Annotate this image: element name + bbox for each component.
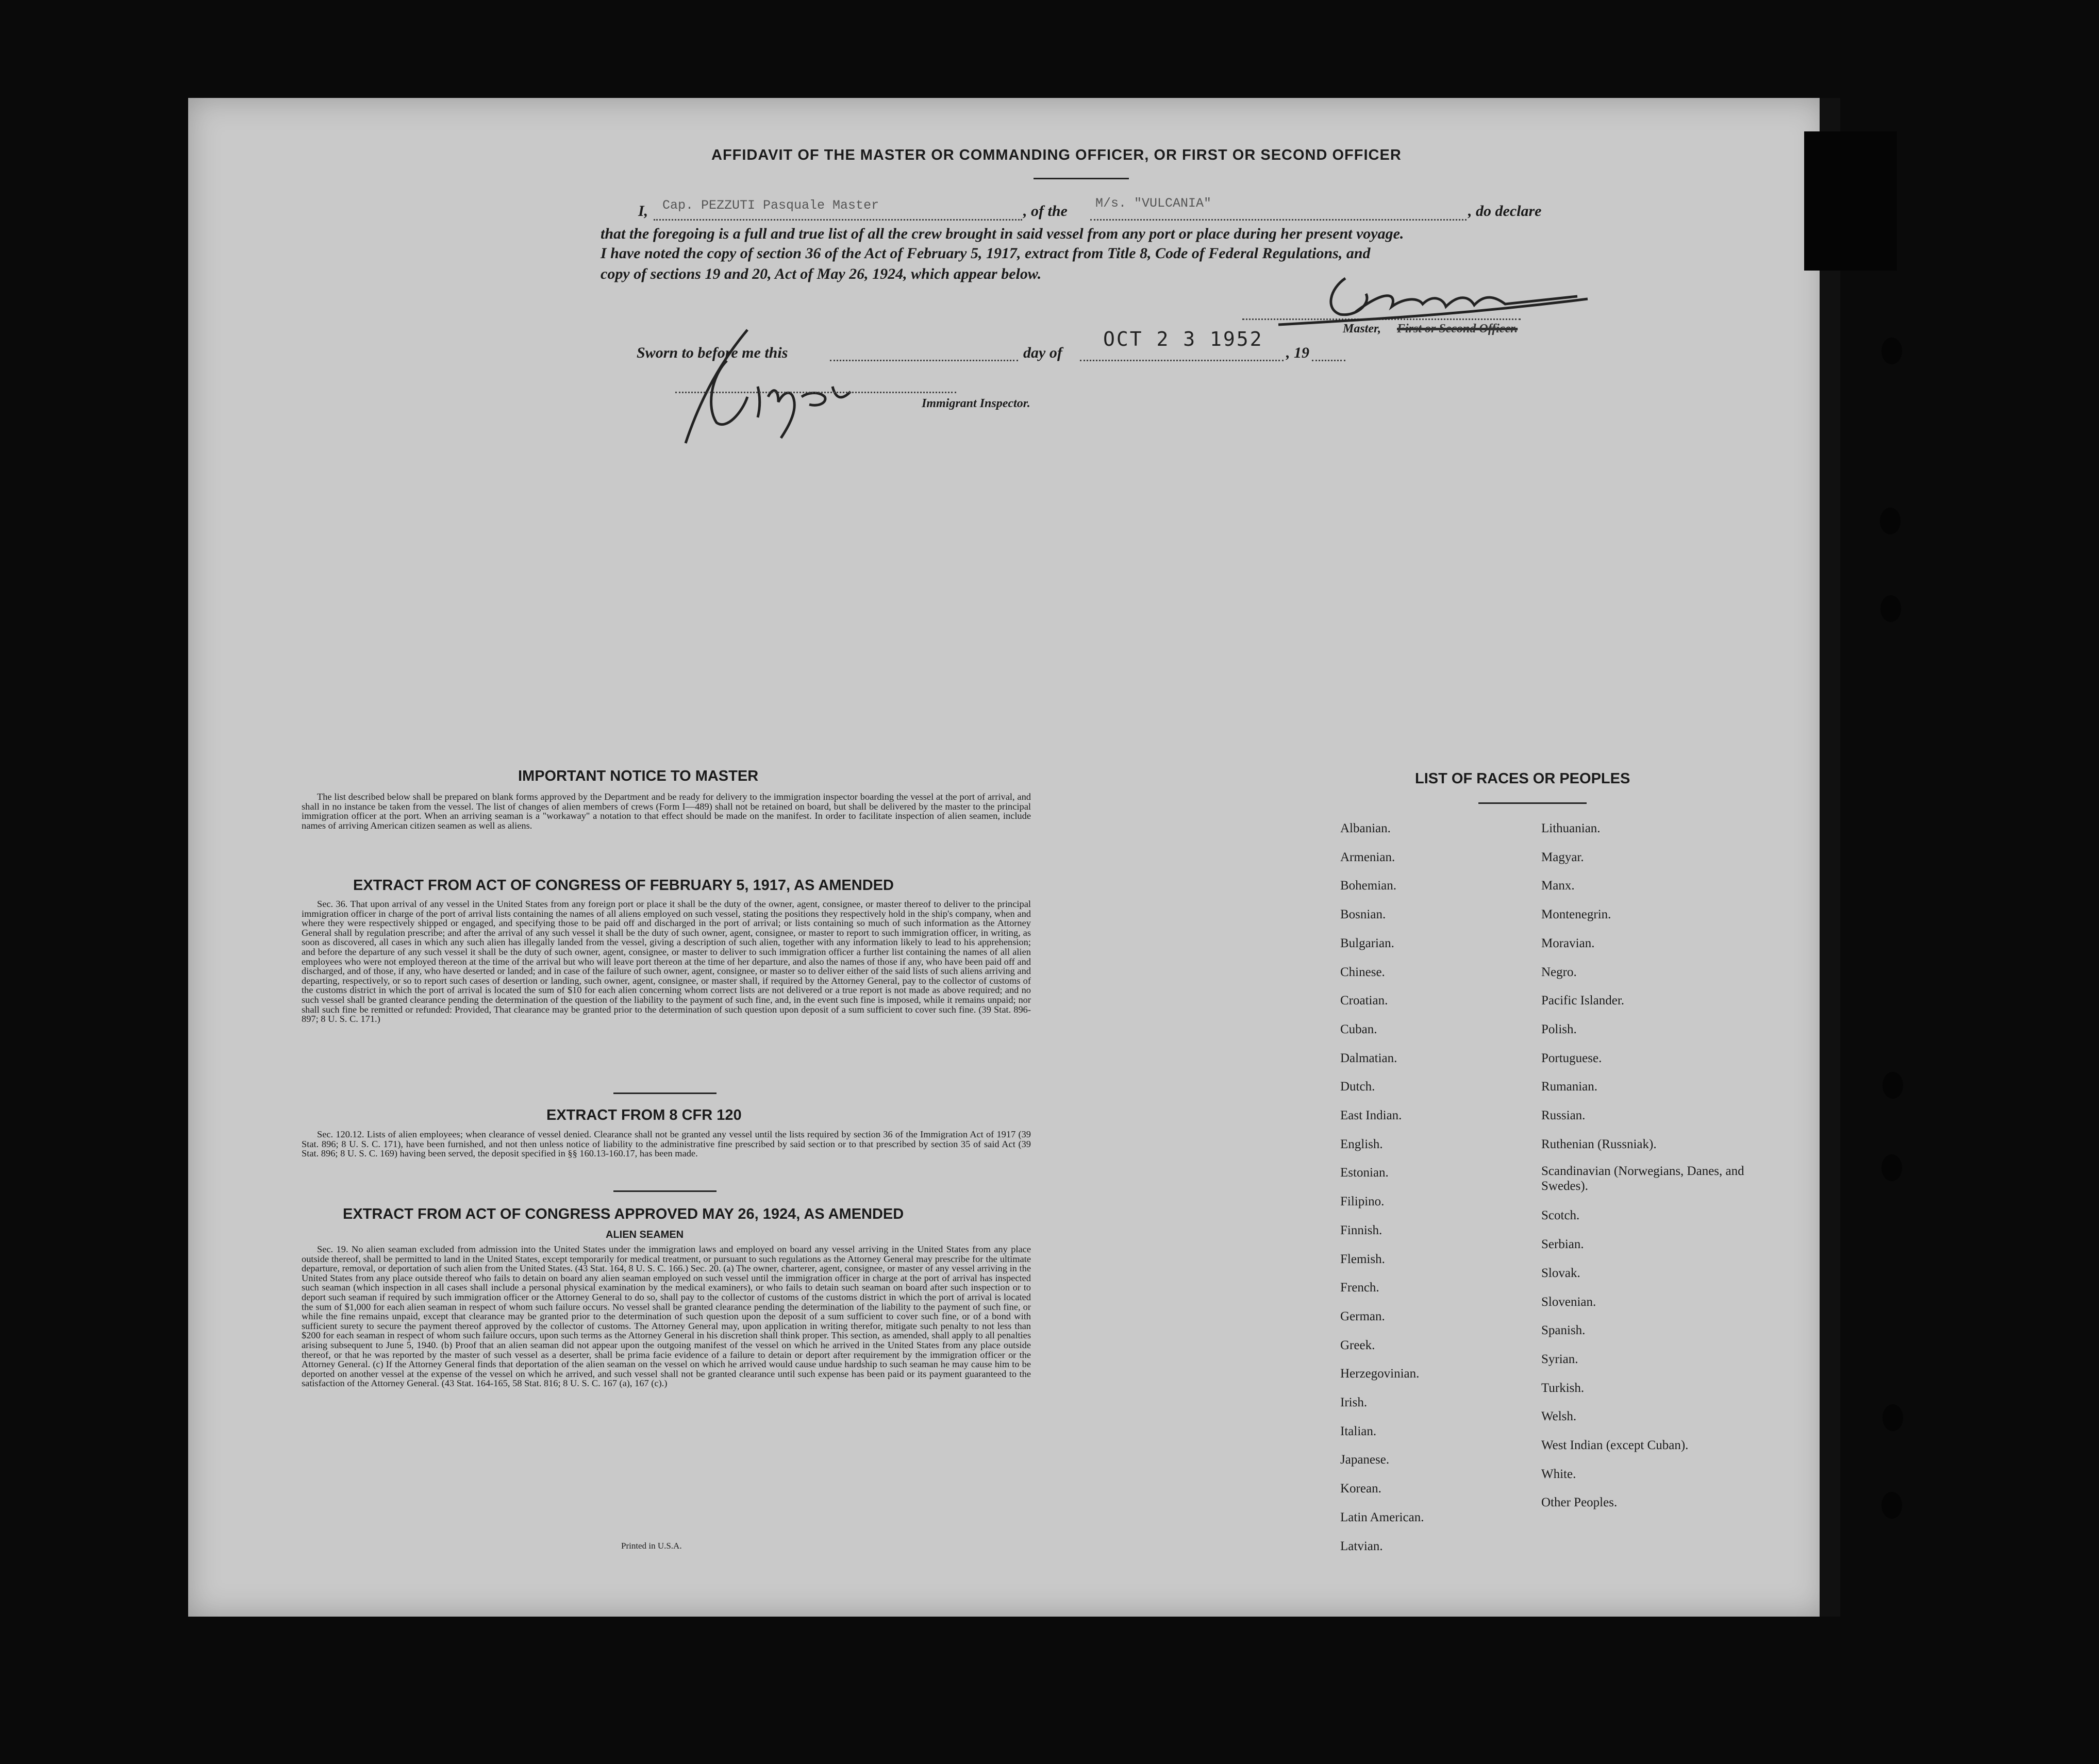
race-item: Serbian. [1541,1237,1584,1252]
punch-hole [1881,1492,1902,1519]
race-item: Latvian. [1340,1539,1383,1553]
race-item: Finnish. [1340,1223,1382,1237]
punch-hole [1880,595,1901,622]
race-item: Dalmatian. [1340,1051,1397,1065]
affidavit-title: AFFIDAVIT OF THE MASTER OR COMMANDING OFFICER, OR FIRST OR SECOND OFFICER [711,147,1402,163]
race-item: French. [1340,1281,1379,1295]
race-item: Italian. [1340,1424,1377,1438]
section-divider [613,1190,717,1192]
affidavit-line4: copy of sections 19 and 20, Act of May 26, 1924, which appear below. [601,265,1042,282]
race-item: Irish. [1340,1396,1368,1410]
extract-1924-body: Sec. 19. No alien seaman excluded from admission into the United States under the immigration laws and employed on board any vessel arriving in the United States from any place outside thereof, shall be permitted to land in the United States, except temporarily for medical treatment, or pursuant to such regulations as the Attorney General may prescribe for the ultimate departure, removal, or deportation of such alien from the United States. (43 Stat. 164, 8 U. S. C. 166.) Sec. 20. (a) The owner, charterer, agent, consignee, or master of any vessel arriving in the United States from any place outside thereof who fails to detain on board any alien seaman employed on such vessel until the immigration officer in charge at the port of arrival has inspected such seaman (which inspection in all cases shall include a personal physical examination by the medical examiners), or who fails to detain such seaman on board after such inspection or to deport such seaman if required by such immigration officer or the Attorney General to do so, shall pay to the collector of customs of the customs district in which the port of arrival is located the sum of $1,000 for each alien seaman in respect of whom such failure occurs. No vessel shall be granted clearance pending the determination of the liability to the payment of such fine, or while the fine remains unpaid, except that clearance may be granted prior to the determination of such question upon the deposit of a sum sufficient to cover such fine, or of a bond with sufficient surety to secure the payment thereof approved by the collector of customs. The Attorney General may, upon application in writing therefor, mitigate such penalty to not less than $200 for each seaman in respect of whom such failure occurs, upon such terms as the Attorney General in his discretion shall think proper. This section, as amended, shall apply to all penalties arising subsequent to June 5, 1940. (b) Proof that an alien seaman did not appear upon the outgoing manifest of the vessel on which he arrived in the United States from any place outside thereof, or that he was reported by the master of such vessel as a deserter, shall be prima facie evidence of a failure to detain or deport after requirement by the immigration officer or the Attorney General. (c) If the Attorney General finds that deportation of the alien seaman on the vessel on which he arrived would cause undue hardship to such seaman he may cause him to be deported on another vessel at the expense of the vessel on which he arrived, and such vessel shall not be granted clearance until such expense has been paid or its payment guaranteed to the satisfaction of the Attorney General. (43 Stat. 164-165, 58 Stat. 816; 8 U. S. C. 167 (a), 167 (c).) [302,1244,1031,1389]
race-item: English. [1340,1137,1383,1151]
printed-in-usa: Printed in U.S.A. [621,1541,682,1551]
races-column-2 [1541,814,1758,1517]
race-item: Portuguese. [1541,1051,1602,1065]
punch-hole [1883,1404,1903,1431]
race-item: Bosnian. [1340,908,1386,922]
race-item: Japanese. [1340,1453,1390,1467]
extract-cfr-body: Sec. 120.12. Lists of alien employees; when clearance of vessel denied. Clearance shall not be granted any vessel until the lists required by section 36 of the Immigration Act of 1917 (39 Stat. 896; 8 U. S. C. 171), have been furnished, and not then unless notice of liability to the administrative fine prescribed by said section or to that prescribed by section 35 of said Act (39 Stat. 896; 8 U. S. C. 169) having been served, the deposit specified in §§ 160.13-160.17, has been made. [302,1129,1031,1159]
vessel-blank [1090,219,1467,221]
affidavit-line2: that the foregoing is a full and true list of all the crew brought in said vessel from any port or place during her present voyage. [601,225,1404,242]
name-blank [654,219,1022,221]
title-underline [1034,178,1129,179]
race-item: Chinese. [1340,965,1385,979]
extract-1917-body: Sec. 36. That upon arrival of any vessel in the United States from any foreign port or place it shall be the duty of the owner, agent, consignee, or master thereof to deliver to the principal immigration officer in charge of the port of arrival lists containing the names of all aliens employed on such vessel, stating the positions they respectively hold in the ship's company, when and where they were respectively shipped or engaged, and specifying those to be paid off and discharged in the port of arrival; or lists containing so much of such information as the Attorney General shall by regulation prescribe; and after the arrival of any such vessel it shall be the duty of such owner, agent, consignee, or master to report to such immigration officer, in writing, as soon as discovered, all cases in which any such alien has illegally landed from the vessel, giving a description of such alien, together with any information likely to lead to his apprehension; and before the departure of any such vessel it shall be the duty of such owner, agent, consignee, or master to deliver to such immigration officer a further list containing the names of all alien employees who were not employed thereon at the time of the arrival but who will leave port thereon at the time of her departure, and also the names of those if any, who have been paid off and discharged, and of those, if any, who have deserted or landed; and in case of the failure of such owner, agent, consignee, or master so to deliver either of the said lists of such aliens arriving and departing, respectively, or so to report such cases of desertion or landing, such owner, agent, consignee, or master shall, if required by the Attorney General, pay to the collector of customs of the customs district in which the port of arrival is located the sum of $10 for each alien concerning whom correct lists are not delivered or a true report is not made as above required; and no such vessel shall be granted clearance pending the determination of the question of the liability to the payment of such fine, and, in the event such fine is imposed, while it remains unpaid; nor shall such fine be remitted or refunded: Provided, That clearance may be granted prior to the determination of such question upon deposit of a sum sufficient to cover such fine. (39 Stat. 896-897; 8 U. S. C. 171.) [302,899,1031,1024]
affidavit-do-declare: , do declare [1468,203,1542,220]
inspector-label: Immigrant Inspector. [922,397,1030,410]
race-item: Albanian. [1340,821,1391,835]
race-item: Negro. [1541,965,1577,979]
struck-officer-label: First or Second Officer. [1397,322,1518,335]
race-item: Korean. [1340,1482,1381,1496]
inspector-signature [670,320,887,453]
race-item: Magyar. [1541,850,1584,864]
affidavit-of-the: , of the [1023,203,1068,220]
year-label: , 19 [1286,344,1309,361]
race-item: Filipino. [1340,1195,1385,1209]
race-item: Slovak. [1541,1266,1580,1280]
race-item: Armenian. [1340,850,1395,864]
race-item: Bulgarian. [1340,936,1394,950]
race-item: Slovenian. [1541,1295,1596,1309]
races-title-underline [1478,802,1587,804]
binding-tab [1804,131,1897,271]
race-item: Herzegovinian. [1340,1367,1420,1381]
race-item: Polish. [1541,1022,1577,1036]
extract-1917-title: EXTRACT FROM ACT OF CONGRESS OF FEBRUARY 5, 1917, AS AMENDED [353,877,894,894]
punch-hole [1880,508,1901,534]
year-blank [1312,360,1345,361]
race-item: Syrian. [1541,1352,1578,1366]
race-item: German. [1340,1309,1385,1323]
race-item: East Indian. [1340,1108,1402,1123]
race-item: Spanish. [1541,1323,1586,1338]
race-item: Estonian. [1340,1166,1389,1180]
race-item: West Indian (except Cuban). [1541,1438,1689,1453]
race-item: Welsh. [1541,1409,1577,1424]
page-edge [1820,98,1840,1617]
race-item: Scandinavian (Norwegians, Danes, and Swedes). [1541,1164,1744,1194]
race-item: Other Peoples. [1541,1496,1618,1510]
punch-hole [1881,338,1902,364]
race-item: White. [1541,1467,1576,1481]
race-item: Moravian. [1541,936,1595,950]
race-item: Montenegrin. [1541,908,1611,922]
date-stamp: OCT 2 3 1952 [1103,328,1263,350]
race-item: Scotch. [1541,1208,1580,1223]
affidavit-line3: I have noted the copy of section 36 of the Act of February 5, 1917, extract from Title 8, Code of Federal Regulations, and [601,245,1371,262]
race-item: Croatian. [1340,994,1388,1008]
extract-cfr-title: EXTRACT FROM 8 CFR 120 [546,1107,742,1123]
date-blank [1080,360,1284,361]
notice-body: The list described below shall be prepared on blank forms approved by the Department and be ready for delivery to the immigration inspector boarding the vessel at the port of arrival, and shall in no instance be taken from the vessel. The list of changes of alien members of crews (Form I—489) shall not be retained on board, but shall be delivered by the master to the principal immigration officer at the port. When an arriving seaman is a "workaway" a notation to that effect should be made on the manifest. In order to facilitate inspection of alien seamen, include names of arriving American citizen seamen as well as aliens. [302,792,1031,831]
day-of-label: day of [1023,344,1062,361]
race-item: Rumanian. [1541,1080,1598,1094]
inspector-signature-line [675,392,956,393]
typed-vessel-name: M/s. "VULCANIA" [1095,196,1212,211]
race-item: Pacific Islander. [1541,994,1625,1008]
race-item: Bohemian. [1340,879,1397,893]
race-item: Dutch. [1340,1080,1375,1094]
section-divider [613,1093,717,1094]
affidavit-i: I, [638,203,648,220]
race-item: Flemish. [1340,1252,1385,1266]
race-item: Manx. [1541,879,1575,893]
race-item: Cuban. [1340,1022,1377,1036]
races-title: LIST OF RACES OR PEOPLES [1415,770,1630,787]
extract-1924-subtitle: ALIEN SEAMEN [606,1229,684,1240]
punch-hole [1881,1154,1902,1181]
race-item: Turkish. [1541,1381,1585,1395]
typed-master-name: Cap. PEZZUTI Pasquale Master [662,198,879,213]
race-item: Russian. [1541,1108,1586,1123]
races-column-1 [1340,814,1526,1560]
notice-title: IMPORTANT NOTICE TO MASTER [518,768,759,784]
race-item: Ruthenian (Russniak). [1541,1137,1657,1151]
race-item: Latin American. [1340,1510,1424,1524]
race-item: Greek. [1340,1338,1375,1352]
extract-1924-title: EXTRACT FROM ACT OF CONGRESS APPROVED MAY 26, 1924, AS AMENDED [343,1206,904,1222]
master-label: Master, [1343,322,1381,335]
sworn-label: Sworn to before me this [637,344,788,361]
punch-hole [1883,1072,1903,1099]
race-item: Lithuanian. [1541,821,1601,835]
